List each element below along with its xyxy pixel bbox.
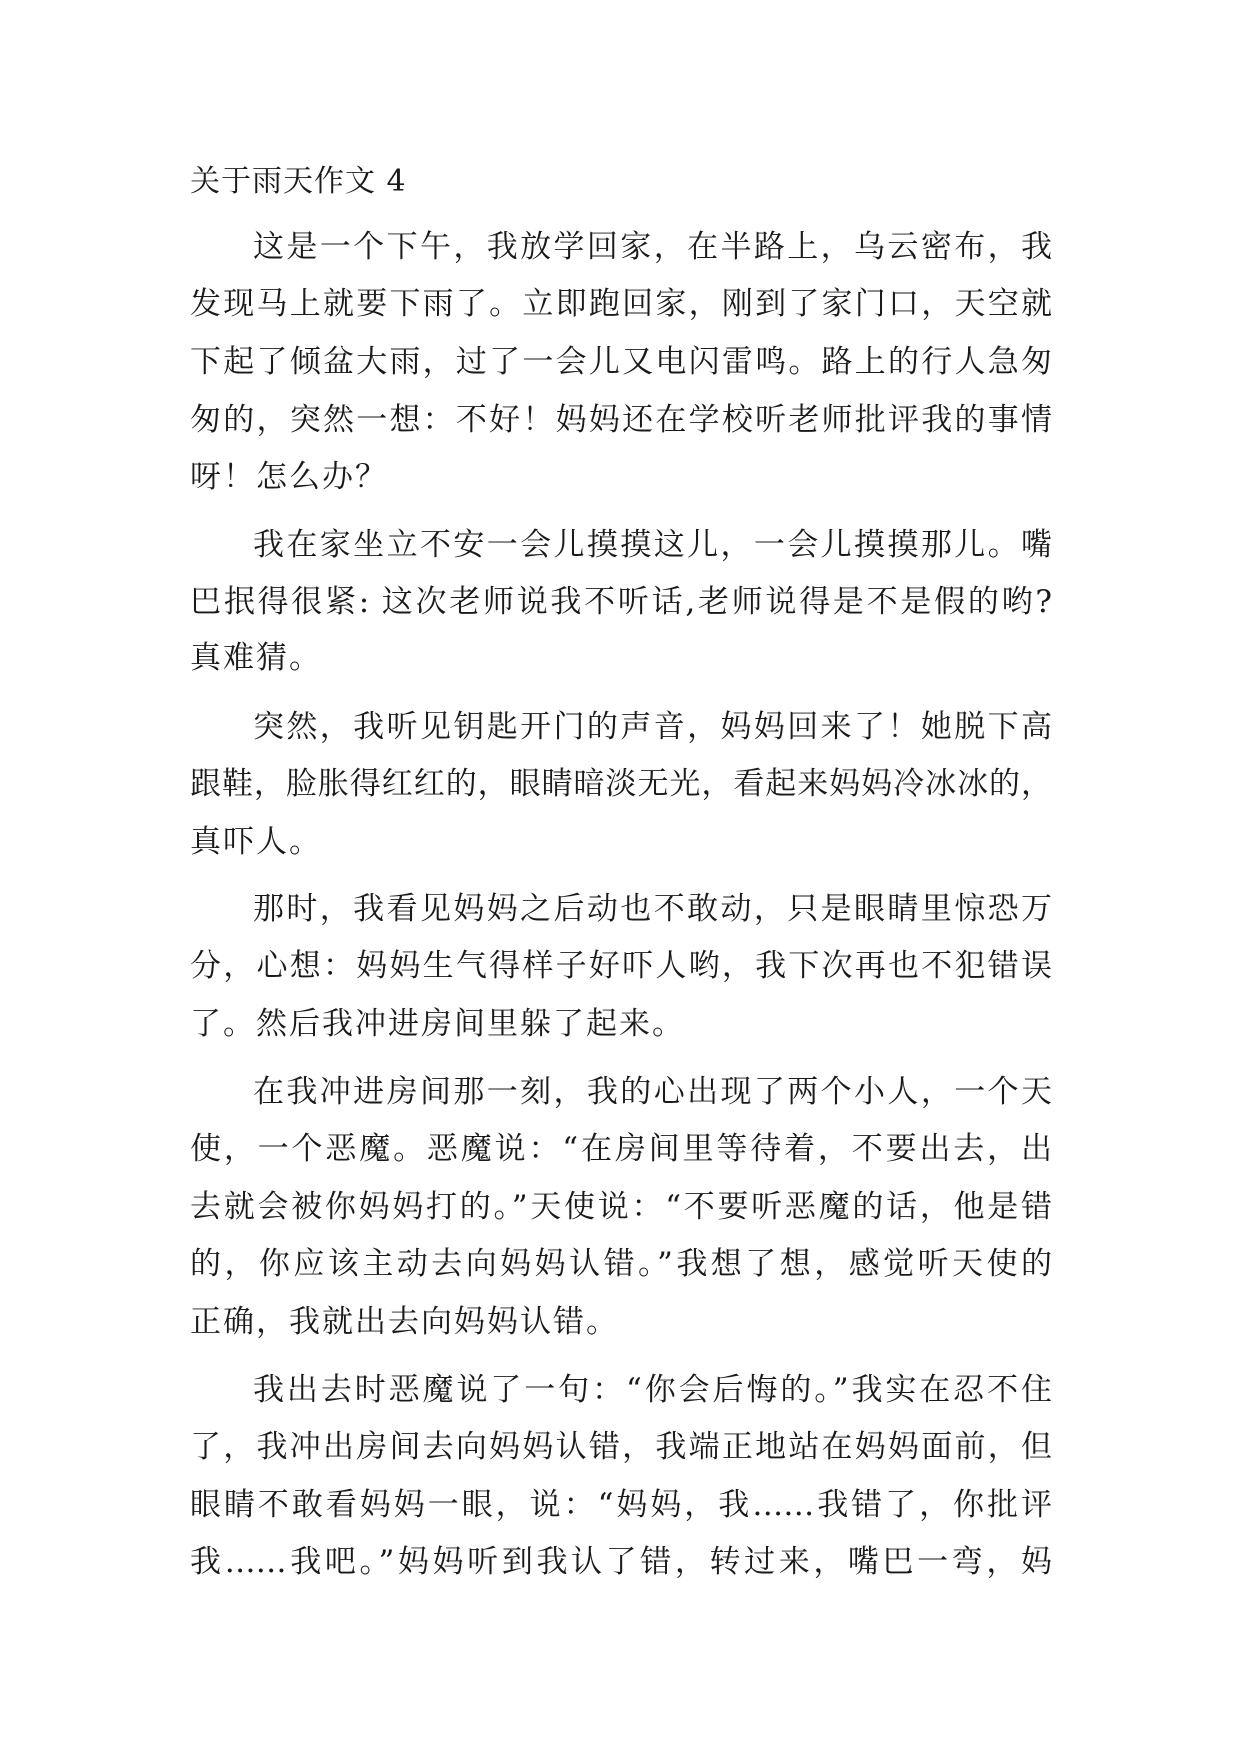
- paragraph-5-line-4: 的，你应该主动去向妈妈认错。”我想了想，感觉听天使的: [190, 1246, 1052, 1282]
- paragraph-5-line-3: 去就会被你妈妈打的。”天使说：“不要听恶魔的话，他是错: [190, 1189, 1052, 1225]
- paragraph-6-line-2: 了，我冲出房间去向妈妈认错，我端正地站在妈妈面前，但: [190, 1429, 1052, 1465]
- paragraph-1-line-2: 发现马上就要下雨了。立即跑回家，刚到了家门口，天空就: [190, 286, 1052, 322]
- paragraph-1-line-3: 下起了倾盆大雨，过了一会儿又电闪雷鸣。路上的行人急匆: [190, 344, 1052, 380]
- paragraph-6-line-4: 我……我吧。”妈妈听到我认了错，转过来，嘴巴一弯，妈: [190, 1544, 1052, 1580]
- paragraph-4-line-3: 了。然后我冲进房间里躲了起来。: [190, 1006, 685, 1042]
- paragraph-4-line-1: 那时，我看见妈妈之后动也不敢动，只是眼睛里惊恐万: [253, 891, 1052, 927]
- paragraph-2-line-1: 我在家坐立不安一会儿摸摸这儿，一会儿摸摸那儿。嘴: [253, 527, 1052, 563]
- paragraph-3-line-1: 突然，我听见钥匙开门的声音，妈妈回来了！她脱下高: [253, 709, 1052, 745]
- paragraph-1-line-4: 匆的，突然一想：不好！妈妈还在学校听老师批评我的事情: [190, 402, 1052, 438]
- paragraph-5-line-1: 在我冲进房间那一刻，我的心出现了两个小人，一个天: [253, 1074, 1052, 1110]
- paragraph-3-line-2: 跟鞋，脸胀得红红的，眼睛暗淡无光，看起来妈妈冷冰冰的，: [190, 766, 1052, 802]
- paragraph-6-line-3: 眼睛不敢看妈妈一眼，说：“妈妈，我……我错了，你批评: [190, 1487, 1052, 1523]
- paragraph-2-line-3: 真难猜。: [190, 640, 322, 676]
- paragraph-1-line-1: 这是一个下午，我放学回家，在半路上，乌云密布，我: [253, 229, 1052, 265]
- paragraph-6-line-1: 我出去时恶魔说了一句：“你会后悔的。”我实在忍不住: [253, 1372, 1052, 1408]
- paragraph-3-line-3: 真吓人。: [190, 824, 322, 860]
- paragraph-5-line-2: 使，一个恶魔。恶魔说：“在房间里等待着，不要出去，出: [190, 1131, 1052, 1167]
- paragraph-5-line-5: 正确，我就出去向妈妈认错。: [190, 1304, 619, 1340]
- paragraph-2-line-2: 巴抿得很紧: 这次老师说我不听话,老师说得是不是假的哟?: [190, 584, 1052, 620]
- paragraph-1-line-5: 呀！怎么办？: [190, 459, 388, 495]
- paragraph-4-line-2: 分，心想：妈妈生气得样子好吓人哟，我下次再也不犯错误: [190, 948, 1052, 984]
- document-title: 关于雨天作文 4: [190, 164, 407, 199]
